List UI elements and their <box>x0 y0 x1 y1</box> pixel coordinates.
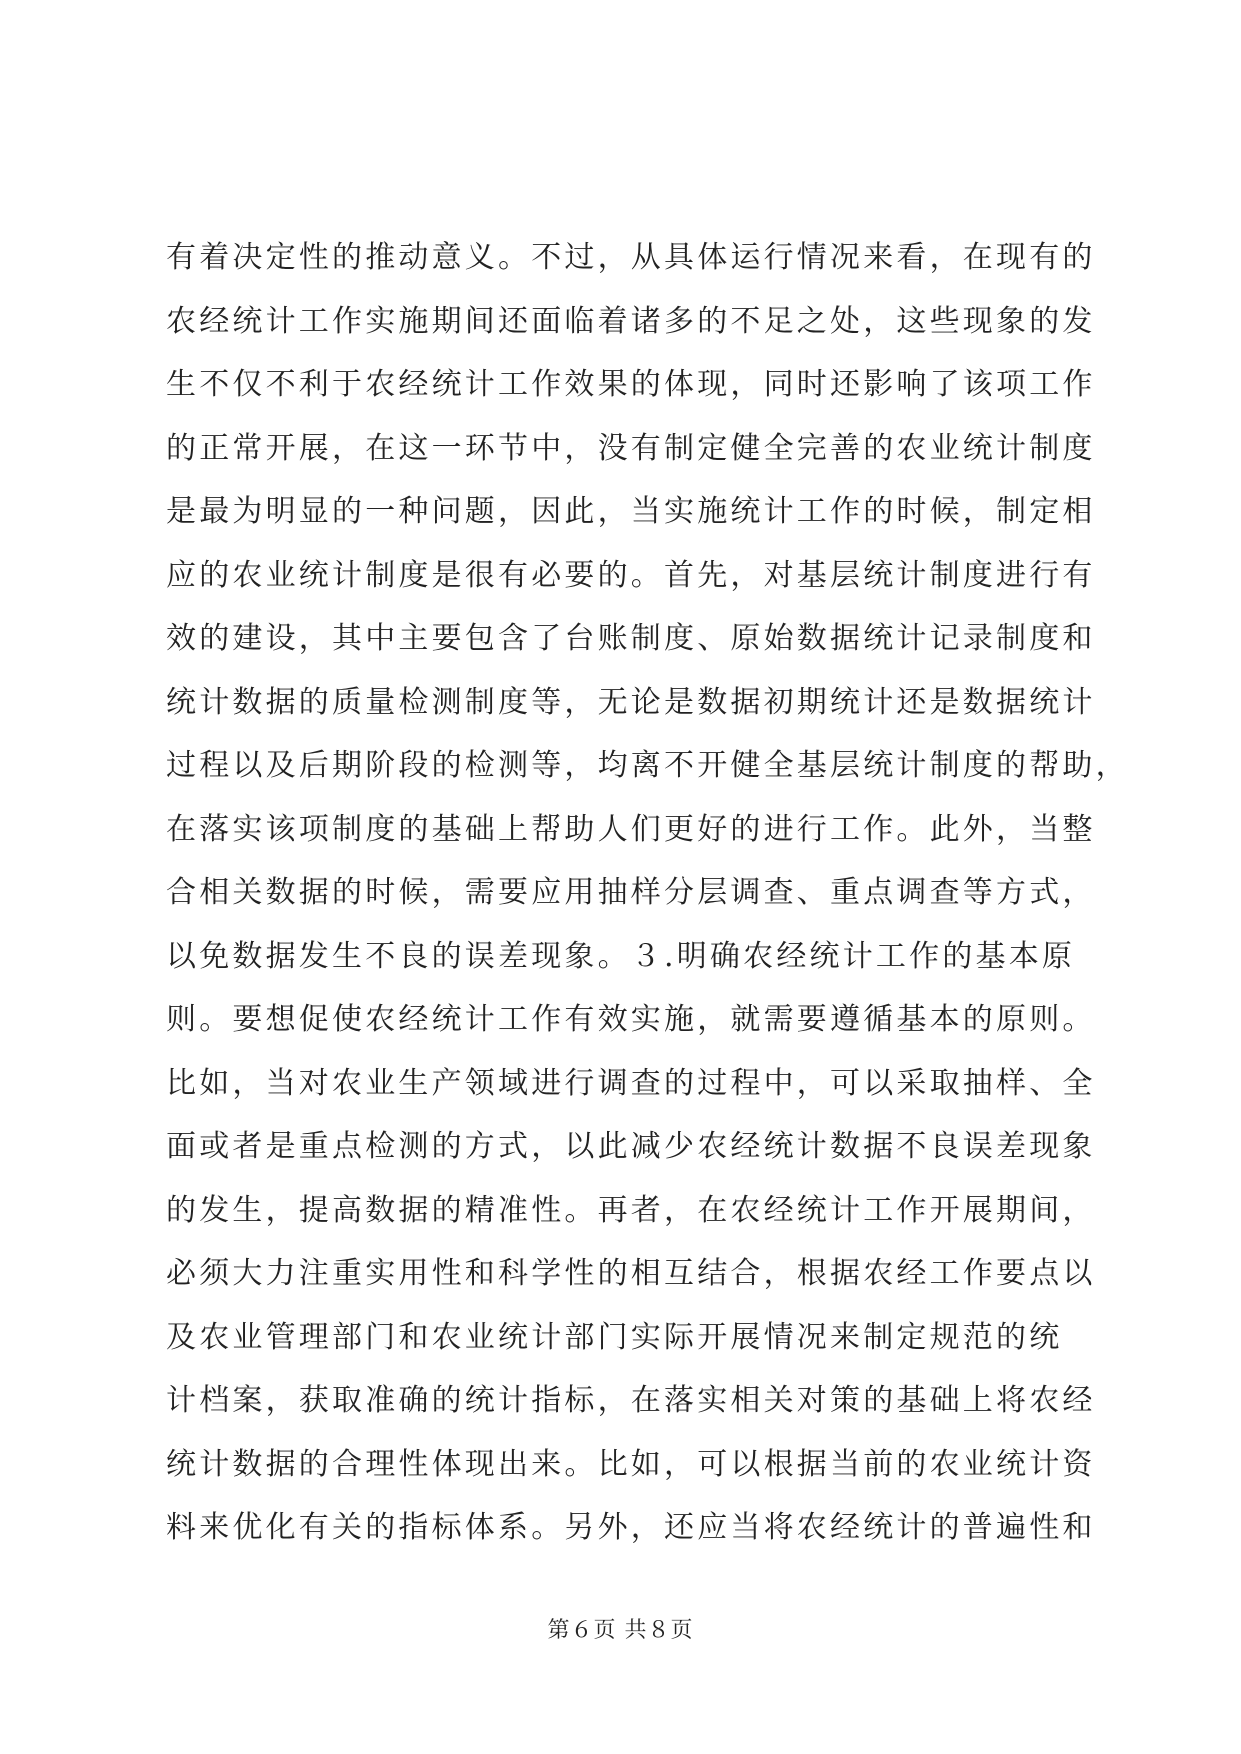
text-line: 必须大力注重实用性和科学性的相互结合，根据农经工作要点以 <box>166 1256 1096 1291</box>
text-line: 计档案，获取准确的统计指标，在落实相关对策的基础上将农经 <box>166 1383 1096 1418</box>
text-line: 面或者是重点检测的方式，以此减少农经统计数据不良误差现象 <box>166 1129 1096 1164</box>
text-line: 比如，当对农业生产领域进行调查的过程中，可以采取抽样、全 <box>166 1065 1096 1101</box>
text-line: 效的建设，其中主要包含了台账制度、原始数据统计记录制度和 <box>166 621 1096 656</box>
text-line: 统计数据的质量检测制度等，无论是数据初期统计还是数据统计 <box>166 684 1096 720</box>
text-line: 生不仅不利于农经统计工作效果的体现，同时还影响了该项工作 <box>166 367 1096 402</box>
body-text <box>166 226 1129 1560</box>
text-line: 及农业管理部门和农业统计部门实际开展情况来制定规范的统 <box>166 1319 1063 1355</box>
text-line: 则。要想促使农经统计工作有效实施，就需要遵循基本的原则。 <box>166 1002 1096 1037</box>
text-line: 过程以及后期阶段的检测等，均离不开健全基层统计制度的帮助， <box>166 748 1129 783</box>
text-line: 农经统计工作实施期间还面临着诸多的不足之处，这些现象的发 <box>166 303 1096 339</box>
text-line: 应的农业统计制度是很有必要的。首先，对基层统计制度进行有 <box>166 557 1096 593</box>
text-line: 是最为明显的一种问题，因此，当实施统计工作的时候，制定相 <box>166 494 1096 529</box>
text-line: 料来优化有关的指标体系。另外，还应当将农经统计的普遍性和 <box>166 1510 1096 1545</box>
text-line: 有着决定性的推动意义。不过，从具体运行情况来看，在现有的 <box>166 240 1096 275</box>
text-line: 统计数据的合理性体现出来。比如，可以根据当前的农业统计资 <box>166 1446 1096 1482</box>
text-line: 以免数据发生不良的误差现象。３.明确农经统计工作的基本原 <box>166 938 1076 974</box>
text-line: 的发生，提高数据的精准性。再者，在农经统计工作开展期间， <box>166 1192 1096 1228</box>
text-line: 在落实该项制度的基础上帮助人们更好的进行工作。此外，当整 <box>166 811 1096 847</box>
page-footer: 第６页 共８页 <box>547 1618 694 1643</box>
text-line: 合相关数据的时候，需要应用抽样分层调查、重点调查等方式， <box>166 875 1096 910</box>
text-line: 的正常开展，在这一环节中，没有制定健全完善的农业统计制度 <box>166 430 1096 466</box>
